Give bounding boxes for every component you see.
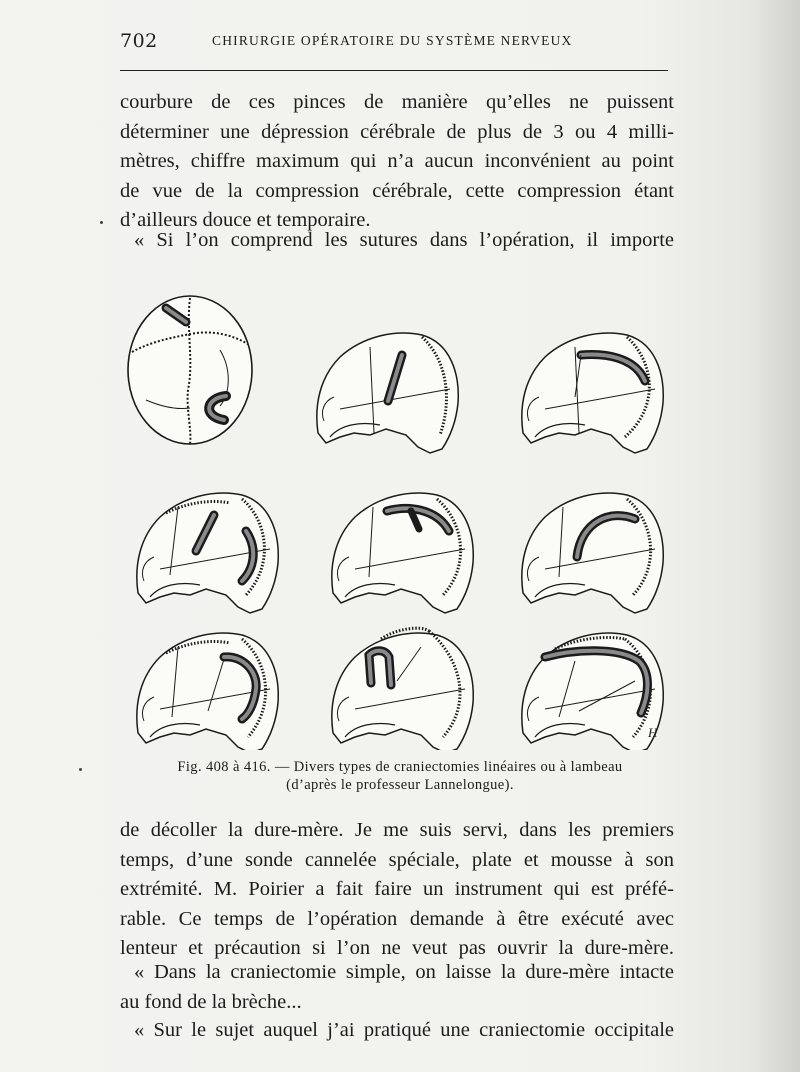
text-line: extrémité. M. Poirier a fait faire un instrument qui est préfé- — [120, 878, 674, 900]
figure-panel — [522, 633, 663, 750]
page-number: 702 — [120, 30, 158, 52]
text-line: « Dans la craniectomie simple, on laisse la dure-mère intacte — [134, 961, 674, 983]
text-line: déterminer une dépression cérébrale de plus de 3 ou 4 milli- — [120, 120, 674, 143]
text-line: courbure de ces pinces de manière qu’elles ne puissent — [120, 91, 674, 113]
print-speck — [79, 768, 82, 771]
figure-panel — [317, 333, 458, 453]
figure-panel — [332, 493, 473, 613]
page-header — [120, 30, 668, 54]
figure-panel — [522, 333, 663, 453]
paragraph-4 — [120, 958, 674, 1017]
figure-panel — [522, 493, 663, 613]
header-rule — [120, 70, 668, 71]
text-line: de vue de la compression cérébrale, cette compression étant — [120, 179, 674, 202]
figure-panel — [128, 296, 252, 444]
caption-line: Fig. 408 à 416. — Divers types de craniectomies linéaires ou à lambeau — [177, 759, 623, 775]
figure-drawing — [120, 290, 680, 750]
paragraph-3 — [120, 816, 674, 964]
engraver-signature: H — [648, 725, 658, 740]
paragraph-5 — [120, 1016, 674, 1046]
figure-panel — [137, 633, 278, 750]
figure-caption — [140, 758, 660, 794]
text-line: « Si l’on comprend les sutures dans l’opération, il importe — [134, 229, 674, 251]
figure-panel — [332, 628, 473, 750]
paragraph-2 — [120, 226, 674, 256]
print-speck — [100, 221, 103, 224]
text-line: de décoller la dure-mère. Je me suis servi, dans les premiers — [120, 819, 674, 841]
text-line: d’ailleurs douce et temporaire. — [120, 209, 371, 231]
text-line: au fond de la brèche... — [120, 990, 302, 1013]
text-line: « Sur le sujet auquel j’ai pratiqué une craniectomie occipitale — [134, 1019, 674, 1041]
caption-line: (d’après le professeur Lannelongue). — [286, 777, 514, 793]
text-line: lenteur et précaution si l’on ne veut pas ouvrir la dure-mère. — [120, 937, 674, 959]
running-title: CHIRURGIE OPÉRATOIRE DU SYSTÈME NERVEUX — [212, 33, 573, 48]
figure-panel — [137, 493, 278, 613]
text-line: temps, d’une sonde cannelée spéciale, plate et mousse à son — [120, 848, 674, 871]
paragraph-1 — [120, 88, 674, 236]
text-line: mètres, chiffre maximum qui n’a aucun inconvénient au point — [120, 150, 674, 172]
text-line: rable. Ce temps de l’opération demande à être exécuté avec — [120, 907, 674, 930]
craniectomy-figure — [120, 290, 680, 750]
